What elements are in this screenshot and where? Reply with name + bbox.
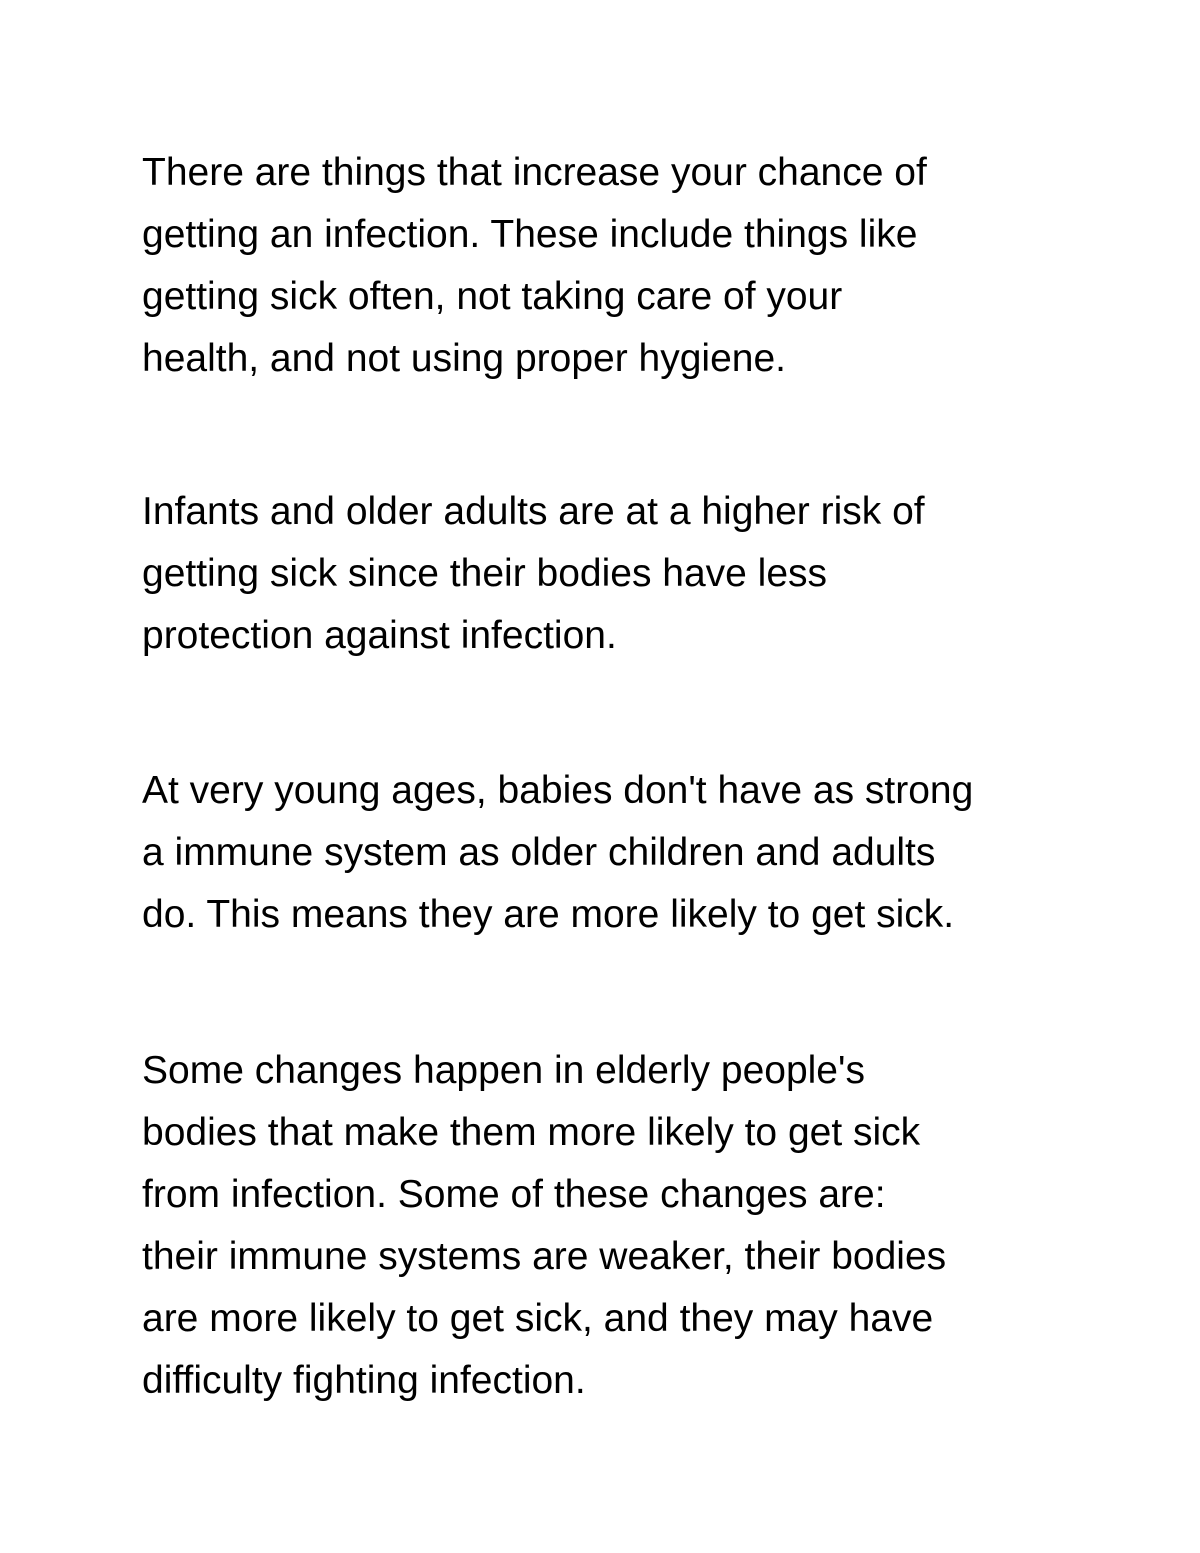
text-line: Infants and older adults are at a higher risk of — [142, 490, 925, 533]
text-line: getting sick since their bodies have less — [142, 552, 828, 595]
paragraph-infection-risk — [142, 142, 927, 390]
text-line: Some changes happen in elderly people's — [142, 1049, 865, 1092]
text-line: a immune system as older children and adults — [142, 831, 936, 874]
text-line: do. This means they are more likely to get sick. — [142, 893, 955, 936]
text-line: At very young ages, babies don't have as strong — [142, 769, 974, 812]
text-line: difficulty fighting infection. — [142, 1359, 586, 1402]
paragraph-elderly-changes — [142, 1040, 946, 1412]
paragraph-infants-older-adults — [142, 481, 925, 667]
text-line: getting an infection. These include things like — [142, 213, 918, 256]
text-line: health, and not using proper hygiene. — [142, 337, 786, 380]
text-line: bodies that make them more likely to get sick — [142, 1111, 921, 1154]
paragraph-babies-immune-system — [142, 760, 973, 946]
text-line: from infection. Some of these changes are: — [142, 1173, 886, 1216]
text-line: protection against infection. — [142, 614, 617, 657]
text-line: getting sick often, not taking care of your — [142, 275, 843, 318]
text-line: are more likely to get sick, and they may have — [142, 1297, 934, 1340]
text-line: There are things that increase your chance of — [142, 151, 927, 194]
text-line: their immune systems are weaker, their bodies — [142, 1235, 947, 1278]
